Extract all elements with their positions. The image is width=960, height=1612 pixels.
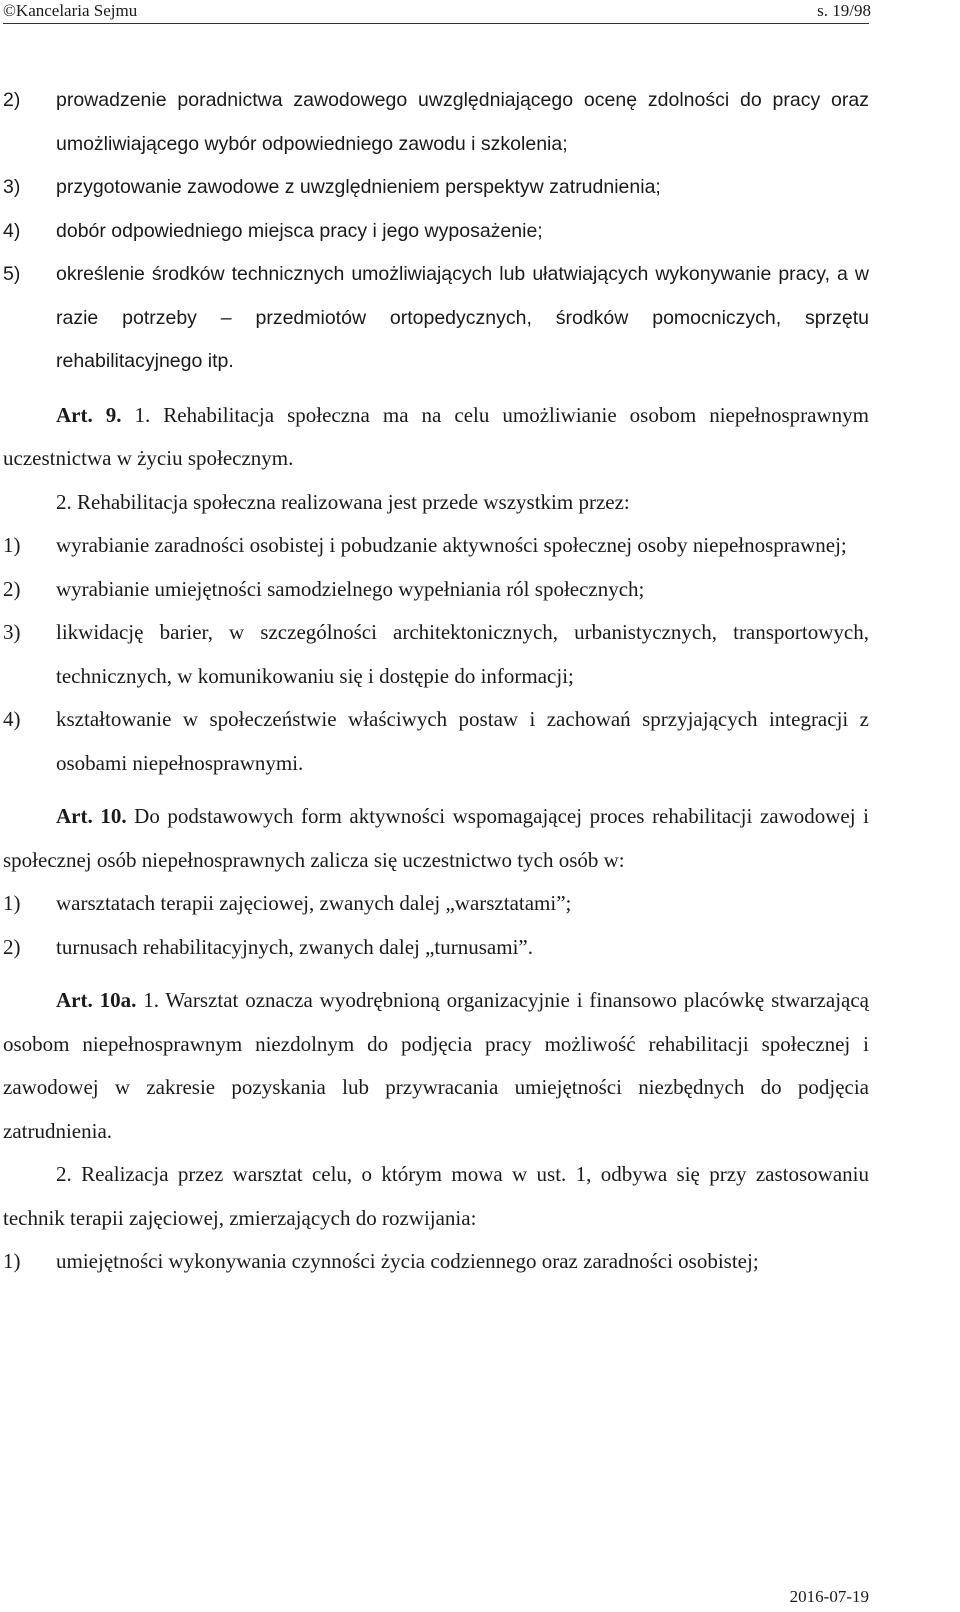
list-item-number: 1) bbox=[3, 891, 21, 915]
list-item bbox=[3, 926, 869, 970]
article-text: 1. Rehabilitacja społeczna ma na celu umożliwianie osobom niepełnosprawnym uczestnictwa w życiu społecznym. bbox=[3, 402, 869, 470]
article-paragraph bbox=[3, 795, 869, 882]
list-item-number: 3) bbox=[3, 620, 21, 644]
list-item-text: turnusach rehabilitacyjnych, zwanych dalej „turnusami”. bbox=[56, 934, 533, 959]
footer-date: 2016-07-19 bbox=[789, 1587, 869, 1606]
list-item-text: określenie środków technicznych umożliwiających lub ułatwiających wykonywanie pracy, a w razie potrzeby – przedmiotów ortopedycznych, środków pomocniczych, sprzętu rehabilitacyjnego itp. bbox=[56, 263, 869, 372]
header-divider bbox=[3, 23, 869, 24]
header-source: ©Kancelaria Sejmu bbox=[3, 1, 138, 20]
list-item bbox=[3, 611, 869, 698]
list-item-number: 2) bbox=[3, 934, 21, 959]
list-item-number: 5) bbox=[3, 263, 21, 285]
list-item-number: 1) bbox=[3, 533, 21, 557]
list-item bbox=[3, 79, 869, 166]
list-item-number: 4) bbox=[3, 707, 21, 731]
list-item bbox=[3, 166, 869, 210]
paragraph: 2. Rehabilitacja społeczna realizowana jest przede wszystkim przez: bbox=[56, 489, 630, 514]
list-item bbox=[3, 882, 869, 926]
list-item-number: 1) bbox=[3, 1249, 21, 1273]
list-item-text: wyrabianie umiejętności samodzielnego wypełniania ról społecznych; bbox=[56, 576, 645, 601]
list-item bbox=[3, 524, 869, 568]
list-item-text: umiejętności wykonywania czynności życia codziennego oraz zaradności osobistej; bbox=[56, 1249, 759, 1273]
list-item-text: dobór odpowiedniego miejsca pracy i jego wyposażenie; bbox=[56, 219, 543, 242]
list-item bbox=[3, 1240, 869, 1284]
list-item-text: kształtowanie w społeczeństwie właściwych postaw i zachowań sprzyjających integracji z osobami niepełnosprawnymi. bbox=[56, 707, 869, 775]
page-number: s. 19/98 bbox=[817, 1, 871, 20]
article-text: Do podstawowych form aktywności wspomagającej proces rehabilitacji zawodowej i społecznej osób niepełnosprawnych zalicza się uczestnictwo tych osób w: bbox=[3, 804, 869, 872]
list-item-text: przygotowanie zawodowe z uwzględnieniem perspektyw zatrudnienia; bbox=[56, 176, 661, 198]
list-item bbox=[3, 253, 869, 384]
list-item-text: likwidację barier, w szczególności architektonicznych, urbanistycznych, transportowych, technicznych, w komunikowaniu się i dostępie do informacji; bbox=[56, 620, 869, 688]
list-item-text: wyrabianie zaradności osobistej i pobudzanie aktywności społecznej osoby niepełnosprawnej; bbox=[56, 533, 847, 557]
document-body bbox=[3, 79, 869, 1284]
list-item-number: 2) bbox=[3, 89, 21, 111]
list-item-text: prowadzenie poradnictwa zawodowego uwzględniającego ocenę zdolności do pracy oraz umożliwiającego wybór odpowiedniego zawodu i szkolenia; bbox=[56, 89, 869, 155]
list-item-number: 4) bbox=[3, 219, 21, 242]
paragraph: 2. Realizacja przez warsztat celu, o którym mowa w ust. 1, odbywa się przy zastosowaniu technik terapii zajęciowej, zmierzających do rozwijania: bbox=[3, 1162, 869, 1230]
list-item bbox=[3, 210, 869, 254]
article-number: Art. 9. bbox=[56, 402, 122, 427]
list-item bbox=[3, 698, 869, 785]
article-text: 1. Warsztat oznacza wyodrębnioną organizacyjnie i finansowo placówkę stwarzającą osobom niepełnosprawnym niezdolnym do podjęcia pracy możliwość rehabilitacji społecznej i zawodowej w zakresie pozyskania lub przywracania umiejętności niezbędnych do podjęcia zatrudnienia. bbox=[3, 988, 869, 1143]
article-paragraph bbox=[3, 394, 869, 481]
list-item bbox=[3, 568, 869, 612]
list-item-number: 3) bbox=[3, 176, 21, 198]
article-paragraph bbox=[3, 979, 869, 1153]
article-number: Art. 10a. bbox=[56, 988, 137, 1012]
list-item-number: 2) bbox=[3, 576, 21, 601]
list-item-text: warsztatach terapii zajęciowej, zwanych dalej „warsztatami”; bbox=[56, 891, 572, 915]
article-number: Art. 10. bbox=[56, 804, 127, 828]
